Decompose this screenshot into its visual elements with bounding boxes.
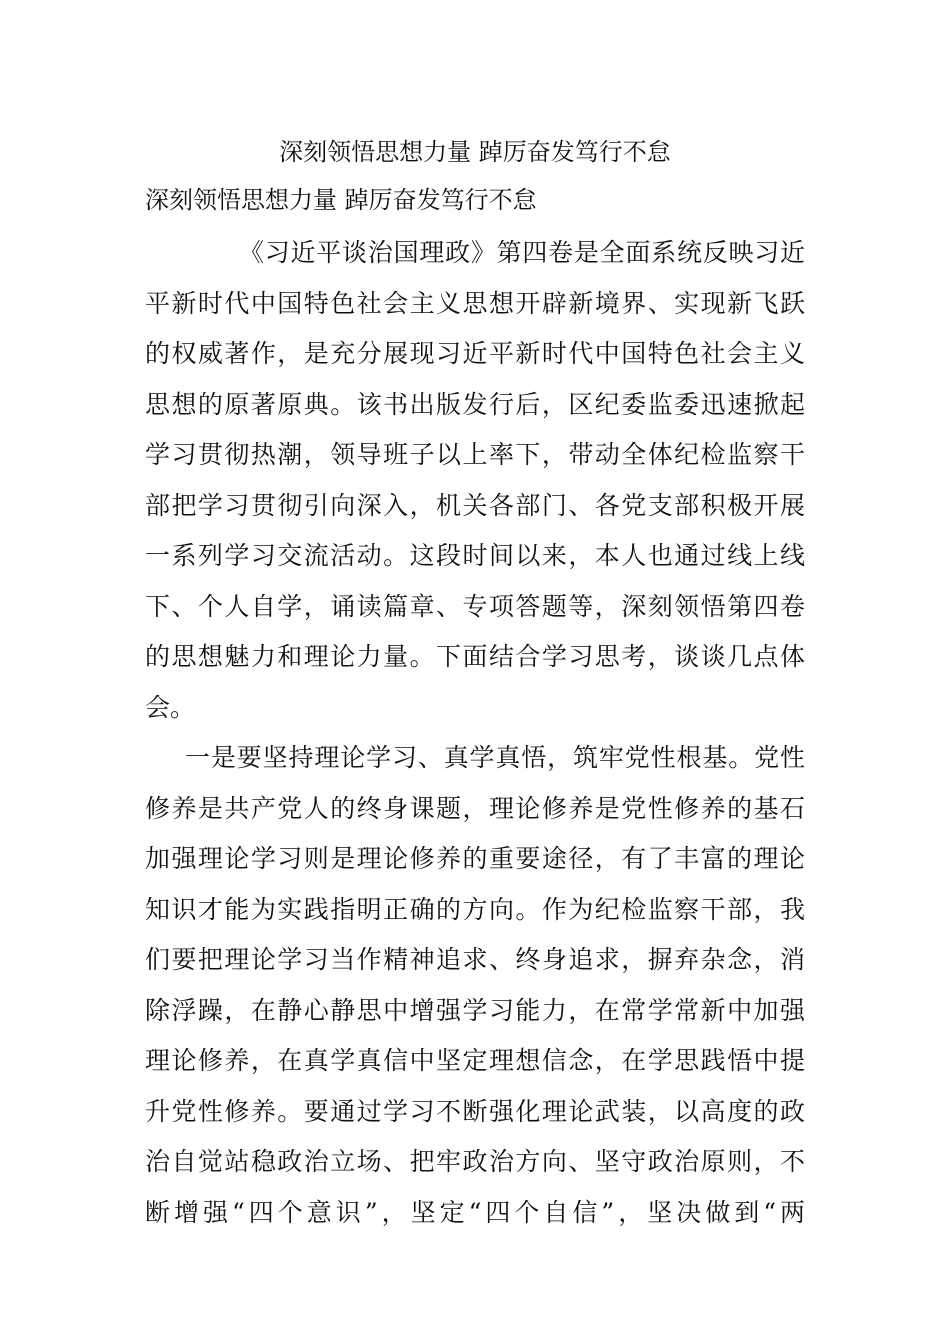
- paragraph-1-line: 思想的原著原典。该书出版发行后，区纪委监委迅速掀起: [145, 389, 805, 419]
- paragraph-2-line: 理论修养，在真学真信中坚定理想信念，在学思践悟中提: [145, 1046, 805, 1075]
- paragraph-2-line: 知识才能为实践指明正确的方向。作为纪检监察干部，我: [145, 894, 805, 924]
- document-title: 深刻领悟思想力量 踔厉奋发笃行不怠: [279, 138, 671, 166]
- paragraph-2-line: 治自觉站稳政治立场、把牢政治方向、坚守政治原则，不: [145, 1147, 805, 1176]
- paragraph-1-line: 平新时代中国特色社会主义思想开辟新境界、实现新飞跃: [145, 288, 805, 318]
- paragraph-1-line: 下、个人自学，诵读篇章、专项答题等，深刻领悟第四卷: [145, 591, 805, 621]
- paragraph-1-line: 部把学习贯彻引向深入，机关各部门、各党支部积极开展: [145, 490, 805, 520]
- paragraph-1-line: 学习贯彻热潮，领导班子以上率下，带动全体纪检监察干: [145, 440, 805, 469]
- paragraph-2-line: 修养是共产党人的终身课题，理论修养是党性修养的基石: [145, 793, 805, 823]
- paragraph-2-line: 断增强“四个意识”，坚定“四个自信”，坚决做到“两: [145, 1197, 805, 1227]
- paragraph-2-line: 加强理论学习则是理论修养的重要途径，有了丰富的理论: [145, 844, 805, 873]
- paragraph-2-line: 除浮躁，在静心静思中增强学习能力，在常学常新中加强: [145, 995, 805, 1025]
- paragraph-2-line: 一是要坚持理论学习、真学真悟，筑牢党性根基。党性: [185, 743, 805, 772]
- paragraph-2-line: 们要把理论学习当作精神追求、终身追求，摒弃杂念，消: [145, 945, 805, 974]
- paragraph-1-line: 的权威著作，是充分展现习近平新时代中国特色社会主义: [145, 339, 805, 368]
- paragraph-1-line: 的思想魅力和理论力量。下面结合学习思考，谈谈几点体: [145, 642, 805, 671]
- paragraph-1-line: 《习近平谈治国理政》第四卷是全面系统反映习近: [239, 238, 805, 267]
- paragraph-2-line: 升党性修养。要通过学习不断强化理论武装，以高度的政: [145, 1096, 805, 1126]
- document-body: [145, 228, 805, 1238]
- paragraph-1-line: 一系列学习交流活动。这段时间以来，本人也通过线上线: [145, 541, 805, 570]
- document-subtitle: 深刻领悟思想力量 踔厉奋发笃行不怠: [145, 186, 537, 214]
- paragraph-1-line: 会。: [145, 692, 196, 722]
